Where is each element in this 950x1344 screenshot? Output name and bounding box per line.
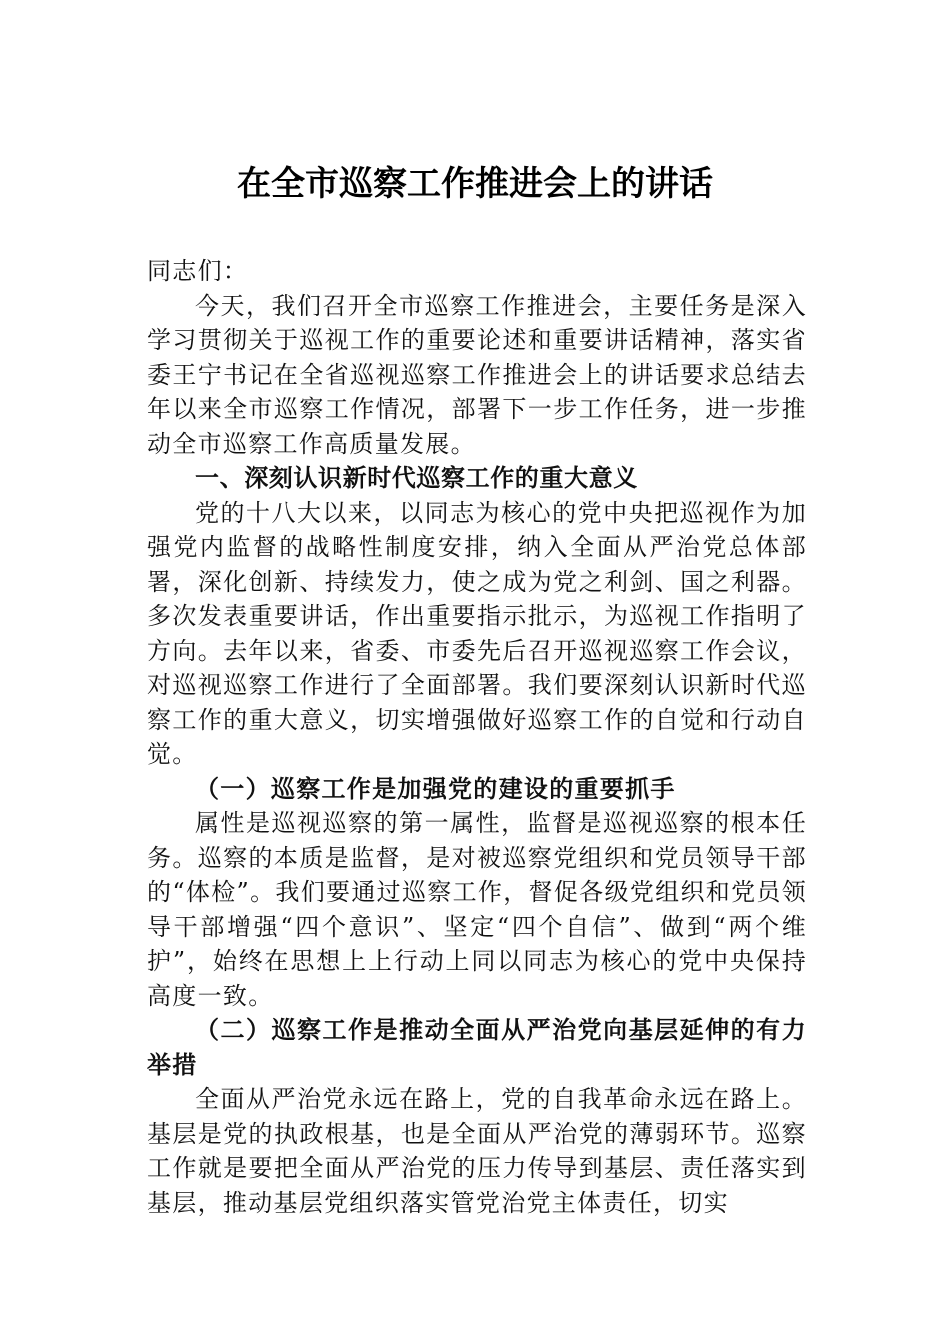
document-title: 在全市巡察工作推进会上的讲话 — [237, 164, 713, 204]
paragraph-subsection-2: 全面从严治党永远在路上，党的自我革命永远在路上。基层是党的执政根基，也是全面从严治党的薄弱环节。巡察工作就是要把全面从严治党的压力传导到基层、责任落实到基层，推动基层党组织落实管党治党主体责任，切实 — [147, 1085, 807, 1217]
subsection-heading-2: （二）巡察工作是推动全面从严治党向基层延伸的有力举措 — [147, 1015, 807, 1079]
subsection-heading-1: （一）巡察工作是加强党的建设的重要抓手 — [195, 773, 676, 803]
paragraph-section-1: 党的十八大以来，以同志为核心的党中央把巡视作为加强党内监督的战略性制度安排，纳入全面从严治党总体部署，深化创新、持续发力，使之成为党之利剑、国之利器。多次发表重要讲话，作出重要指示批示，为巡视工作指明了方向。去年以来，省委、市委先后召开巡视巡察工作会议，对巡视巡察工作进行了全面部署。我们要深刻认识新时代巡察工作的重大意义，切实增强做好巡察工作的自觉和行动自觉。 — [147, 498, 807, 768]
document-body — [147, 254, 807, 1220]
paragraph-subsection-1: 属性是巡视巡察的第一属性，监督是巡视巡察的根本任务。巡察的本质是监督，是对被巡察党组织和党员领导干部的“体检”。我们要通过巡察工作，督促各级党组织和党员领导干部增强“四个意识”、坚定“四个自信”、做到“两个维护”，始终在思想上上行动上同以同志为核心的党中央保持高度一致。 — [147, 809, 807, 1010]
salutation: 同志们： — [147, 257, 249, 285]
paragraph-intro: 今天，我们召开全市巡察工作推进会，主要任务是深入学习贯彻关于巡视工作的重要论述和重要讲话精神，落实省委王宁书记在全省巡视巡察工作推进会上的讲话要求总结去年以来全市巡察工作情况，部署下一步工作任务，进一步推动全市巡察工作高质量发展。 — [147, 291, 807, 458]
section-heading-1: 一、深刻认识新时代巡察工作的重大意义 — [195, 464, 638, 492]
